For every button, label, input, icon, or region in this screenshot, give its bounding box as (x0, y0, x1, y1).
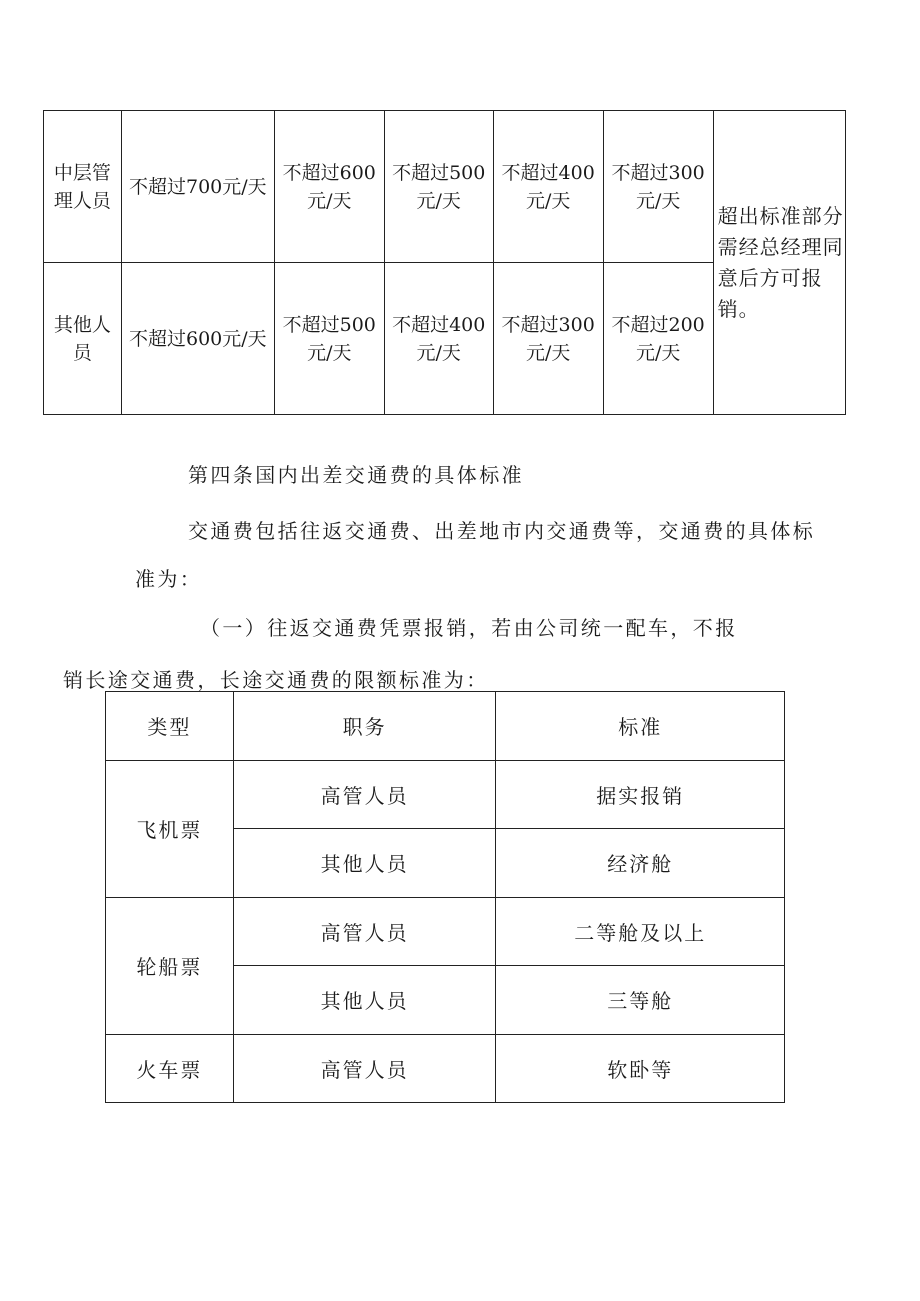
role-cell: 其他人员 (233, 966, 496, 1035)
table-row (106, 760, 785, 829)
allowance-cell: 不超过400元/天 (493, 111, 603, 263)
allowance-cell: 不超过400元/天 (384, 263, 493, 415)
column-header: 类型 (106, 692, 234, 761)
allowance-cell: 不超过600元/天 (274, 111, 384, 263)
table-row (106, 897, 785, 966)
paragraph-line: 交通费包括往返交通费、出差地市内交通费等，交通费的具体标 (188, 519, 816, 543)
role-cell: 高管人员 (233, 1034, 496, 1103)
standard-cell: 据实报销 (496, 760, 785, 829)
table-row (44, 111, 846, 263)
allowance-cell: 不超过300元/天 (603, 111, 713, 263)
paragraph-line: 准为： (135, 567, 203, 591)
role-cell: 中层管理人员 (44, 111, 122, 263)
article-heading: 第四条国内出差交通费的具体标准 (188, 463, 524, 487)
standard-cell: 三等舱 (496, 966, 785, 1035)
type-cell: 火车票 (106, 1034, 234, 1103)
transport-table (105, 691, 785, 1103)
role-cell: 其他人员 (233, 829, 496, 898)
column-header: 职务 (233, 692, 496, 761)
allowance-cell: 不超过200元/天 (603, 263, 713, 415)
allowance-cell: 不超过500元/天 (384, 111, 493, 263)
column-header: 标准 (496, 692, 785, 761)
role-cell: 高管人员 (233, 760, 496, 829)
type-cell: 飞机票 (106, 760, 234, 897)
table-header-row (106, 692, 785, 761)
approval-note: 超出标准部分需经总经理同意后方可报销。 (713, 111, 845, 415)
table-row (106, 1034, 785, 1103)
allowance-cell: 不超过300元/天 (493, 263, 603, 415)
paragraph-line: （一）往返交通费凭票报销，若由公司统一配车，不报 (200, 616, 738, 640)
standard-cell: 软卧等 (496, 1034, 785, 1103)
role-cell: 高管人员 (233, 897, 496, 966)
type-cell: 轮船票 (106, 897, 234, 1034)
allowance-table (43, 110, 846, 415)
standard-cell: 经济舱 (496, 829, 785, 898)
paragraph-line: 销长途交通费，长途交通费的限额标准为： (63, 668, 489, 692)
allowance-cell: 不超过700元/天 (121, 111, 274, 263)
standard-cell: 二等舱及以上 (496, 897, 785, 966)
allowance-cell: 不超过500元/天 (274, 263, 384, 415)
role-cell: 其他人员 (44, 263, 122, 415)
allowance-cell: 不超过600元/天 (121, 263, 274, 415)
